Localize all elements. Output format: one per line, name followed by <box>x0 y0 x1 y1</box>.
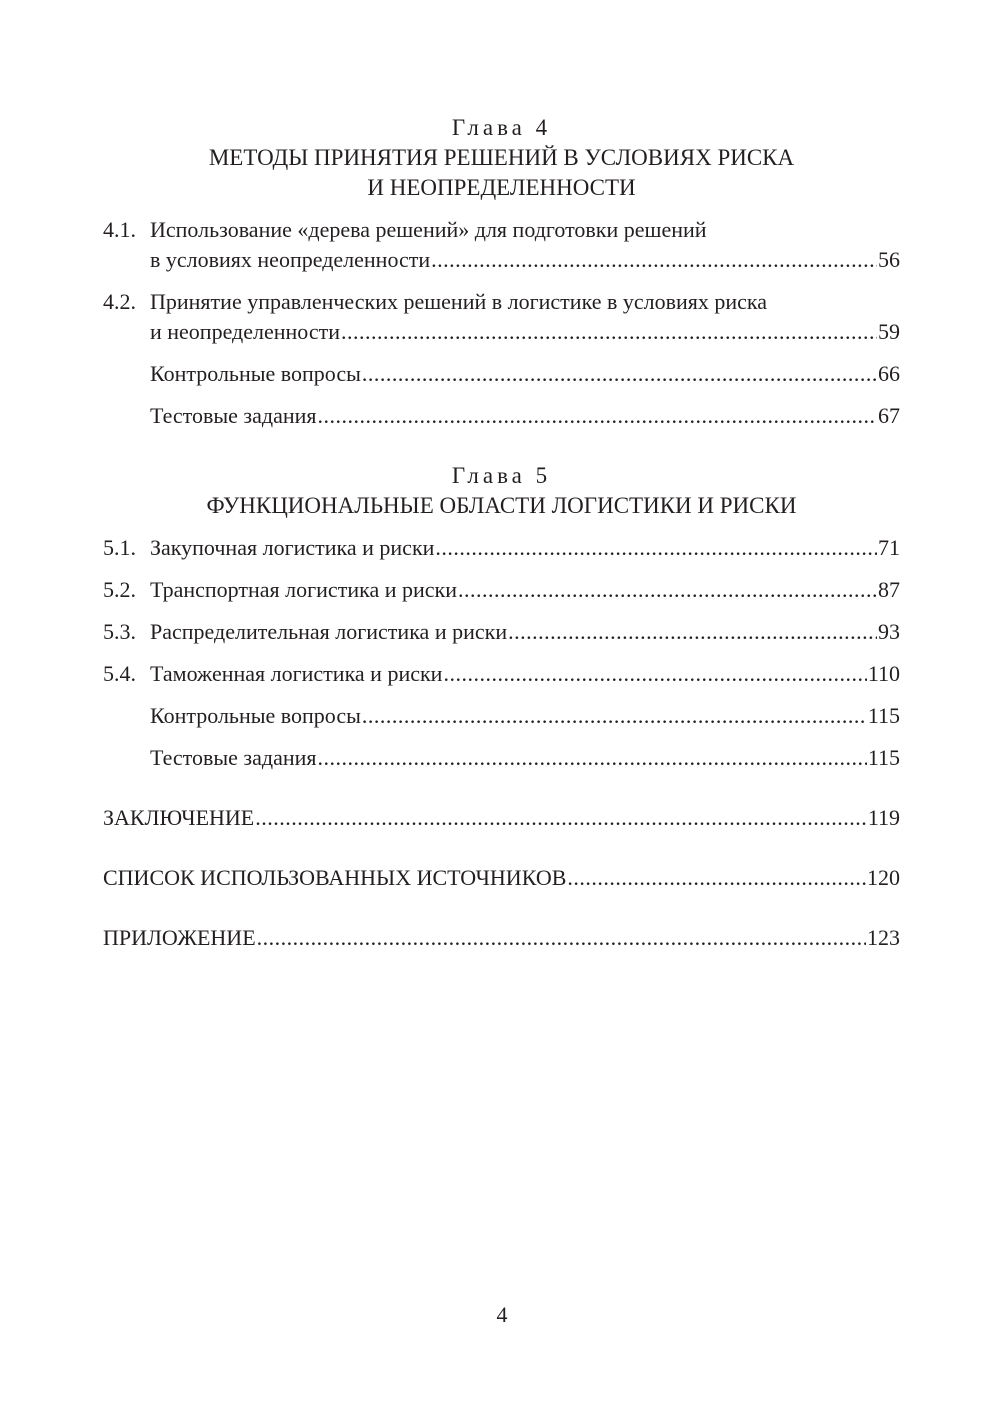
entry-page: 67 <box>878 403 900 428</box>
entry-page: 93 <box>878 619 900 644</box>
toc-entry[interactable] <box>103 215 900 275</box>
toc-entry[interactable] <box>103 743 900 773</box>
dot-leader <box>435 533 877 563</box>
dot-leader <box>458 575 877 605</box>
entry-page: 115 <box>867 745 900 770</box>
dot-leader <box>443 659 866 689</box>
toc-entry-conclusion[interactable] <box>103 803 900 833</box>
entry-title: Тестовые задания <box>150 745 317 770</box>
entry-title: Контрольные вопросы <box>150 361 361 386</box>
entry-title: СПИСОК ИСПОЛЬЗОВАННЫХ ИСТОЧНИКОВ <box>103 865 567 890</box>
dot-leader <box>255 803 867 833</box>
chapter-label: Глава 5 <box>451 463 552 488</box>
dot-leader <box>318 743 867 773</box>
chapter-label: Глава 4 <box>451 115 552 140</box>
toc-entry[interactable] <box>103 401 900 431</box>
toc-entry[interactable] <box>103 287 900 347</box>
entry-number: 5.1. <box>103 535 136 560</box>
dot-leader <box>362 359 877 389</box>
entry-page: 119 <box>867 805 900 830</box>
toc-entry[interactable] <box>103 701 900 731</box>
chapter-5-heading <box>103 461 900 521</box>
entry-title: ПРИЛОЖЕНИЕ <box>103 925 256 950</box>
entry-page: 110 <box>867 661 900 686</box>
table-of-contents <box>103 113 900 953</box>
entry-title: Использование «дерева решений» для подготовки решений <box>150 217 707 242</box>
entry-number: 4.2. <box>103 289 136 314</box>
entry-page: 115 <box>867 703 900 728</box>
entry-title: в условиях неопределенности <box>150 247 431 272</box>
toc-entry-appendix[interactable] <box>103 923 900 953</box>
toc-entry[interactable] <box>103 575 900 605</box>
dot-leader <box>318 401 877 431</box>
entry-title: Транспортная логистика и риски <box>150 577 457 602</box>
entry-page: 56 <box>878 247 900 272</box>
dot-leader <box>508 617 877 647</box>
entry-number: 5.2. <box>103 577 136 602</box>
entry-title: Таможенная логистика и риски <box>150 661 443 686</box>
entry-title: ЗАКЛЮЧЕНИЕ <box>103 805 255 830</box>
chapter-title: МЕТОДЫ ПРИНЯТИЯ РЕШЕНИЙ В УСЛОВИЯХ РИСКА <box>208 145 795 170</box>
entry-number: 5.3. <box>103 619 136 644</box>
dot-leader <box>257 923 866 953</box>
entry-title: Закупочная логистика и риски <box>150 535 435 560</box>
chapter-title: И НЕОПРЕДЕЛЕННОСТИ <box>367 175 636 200</box>
entry-title: Тестовые задания <box>150 403 317 428</box>
dot-leader <box>567 863 866 893</box>
entry-title: и неопределенности <box>150 319 341 344</box>
entry-number: 5.4. <box>103 661 136 686</box>
entry-page: 87 <box>878 577 900 602</box>
entry-page: 123 <box>867 925 900 950</box>
toc-entry[interactable] <box>103 359 900 389</box>
dot-leader <box>341 317 877 347</box>
toc-entry[interactable] <box>103 617 900 647</box>
entry-page: 66 <box>878 361 900 386</box>
entry-page: 120 <box>867 865 900 890</box>
entry-number <box>103 743 150 773</box>
chapter-title: ФУНКЦИОНАЛЬНЫЕ ОБЛАСТИ ЛОГИСТИКИ И РИСКИ <box>206 493 797 518</box>
entry-number: 4.1. <box>103 217 136 242</box>
dot-leader <box>362 701 867 731</box>
dot-leader <box>431 245 877 275</box>
entry-page: 59 <box>878 319 900 344</box>
toc-entry[interactable] <box>103 659 900 689</box>
chapter-4-heading <box>103 113 900 203</box>
page-number: 4 <box>496 1302 508 1327</box>
toc-entry-references[interactable] <box>103 863 900 893</box>
entry-number <box>103 401 150 431</box>
toc-entry[interactable] <box>103 533 900 563</box>
entry-page: 71 <box>878 535 900 560</box>
entry-number <box>103 701 150 731</box>
entry-title: Принятие управленческих решений в логистике в условиях риска <box>150 289 768 314</box>
entry-title: Контрольные вопросы <box>150 703 361 728</box>
entry-number <box>103 359 150 389</box>
entry-title: Распределительная логистика и риски <box>150 619 508 644</box>
